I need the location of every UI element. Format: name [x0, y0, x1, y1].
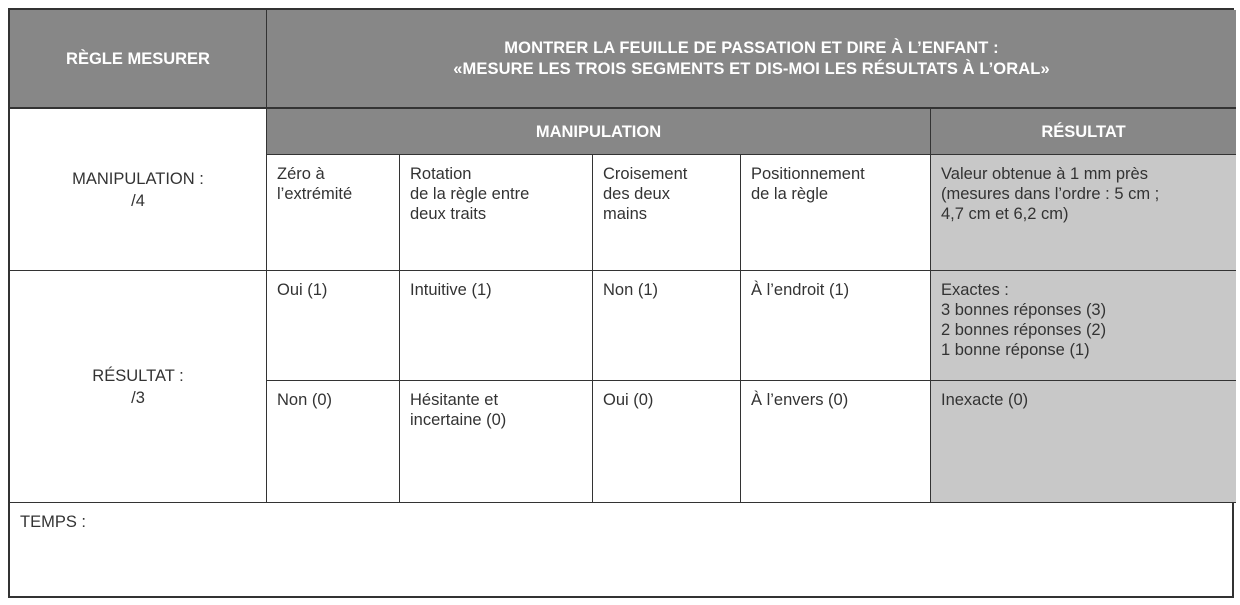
manipulation-label: MANIPULATION :	[72, 169, 204, 188]
resultat-label: RÉSULTAT :	[92, 366, 184, 385]
manipulation-score: /4	[131, 191, 145, 210]
resultat-header	[931, 109, 1236, 155]
criterion-rotation: Rotation de la règle entre deux traits	[400, 155, 593, 271]
manipulation-score-cell	[10, 109, 267, 271]
instruction-line-1: MONTRER LA FEUILLE DE PASSATION ET DIRE À L’ENFANT :	[504, 38, 999, 57]
resultat-header-label: RÉSULTAT	[1041, 122, 1126, 141]
temps-label: TEMPS :	[20, 513, 87, 531]
failure-positionnement: À l’envers (0)	[741, 381, 931, 503]
criterion-positionnement: Positionnement de la règle	[741, 155, 931, 271]
rule-title: RÈGLE MESURER	[66, 49, 210, 68]
failure-resultat: Inexacte (0)	[931, 381, 1236, 503]
failure-zero: Non (0)	[267, 381, 400, 503]
criterion-croisement: Croisement des deux mains	[593, 155, 741, 271]
criterion-zero: Zéro à l’extrémité	[267, 155, 400, 271]
instruction-line-2: «MESURE LES TROIS SEGMENTS ET DIS-MOI LES RÉSULTATS À L’ORAL»	[453, 59, 1050, 78]
criterion-valeur: Valeur obtenue à 1 mm près (mesures dans l’ordre : 5 cm ; 4,7 cm et 6,2 cm)	[931, 155, 1236, 271]
failure-rotation: Hésitante et incertaine (0)	[400, 381, 593, 503]
success-resultat: Exactes : 3 bonnes réponses (3) 2 bonnes réponses (2) 1 bonne réponse (1)	[931, 271, 1236, 381]
success-positionnement: À l’endroit (1)	[741, 271, 931, 381]
failure-croisement: Oui (0)	[593, 381, 741, 503]
rule-title-cell	[10, 10, 267, 109]
success-croisement: Non (1)	[593, 271, 741, 381]
instruction-cell	[267, 10, 1236, 109]
success-zero: Oui (1)	[267, 271, 400, 381]
manipulation-header-label: MANIPULATION	[535, 122, 662, 141]
manipulation-header	[267, 109, 931, 155]
resultat-score-cell	[10, 271, 267, 503]
success-rotation: Intuitive (1)	[400, 271, 593, 381]
temps-cell	[10, 503, 1236, 600]
resultat-score: /3	[131, 388, 145, 407]
scoring-table	[8, 8, 1234, 598]
